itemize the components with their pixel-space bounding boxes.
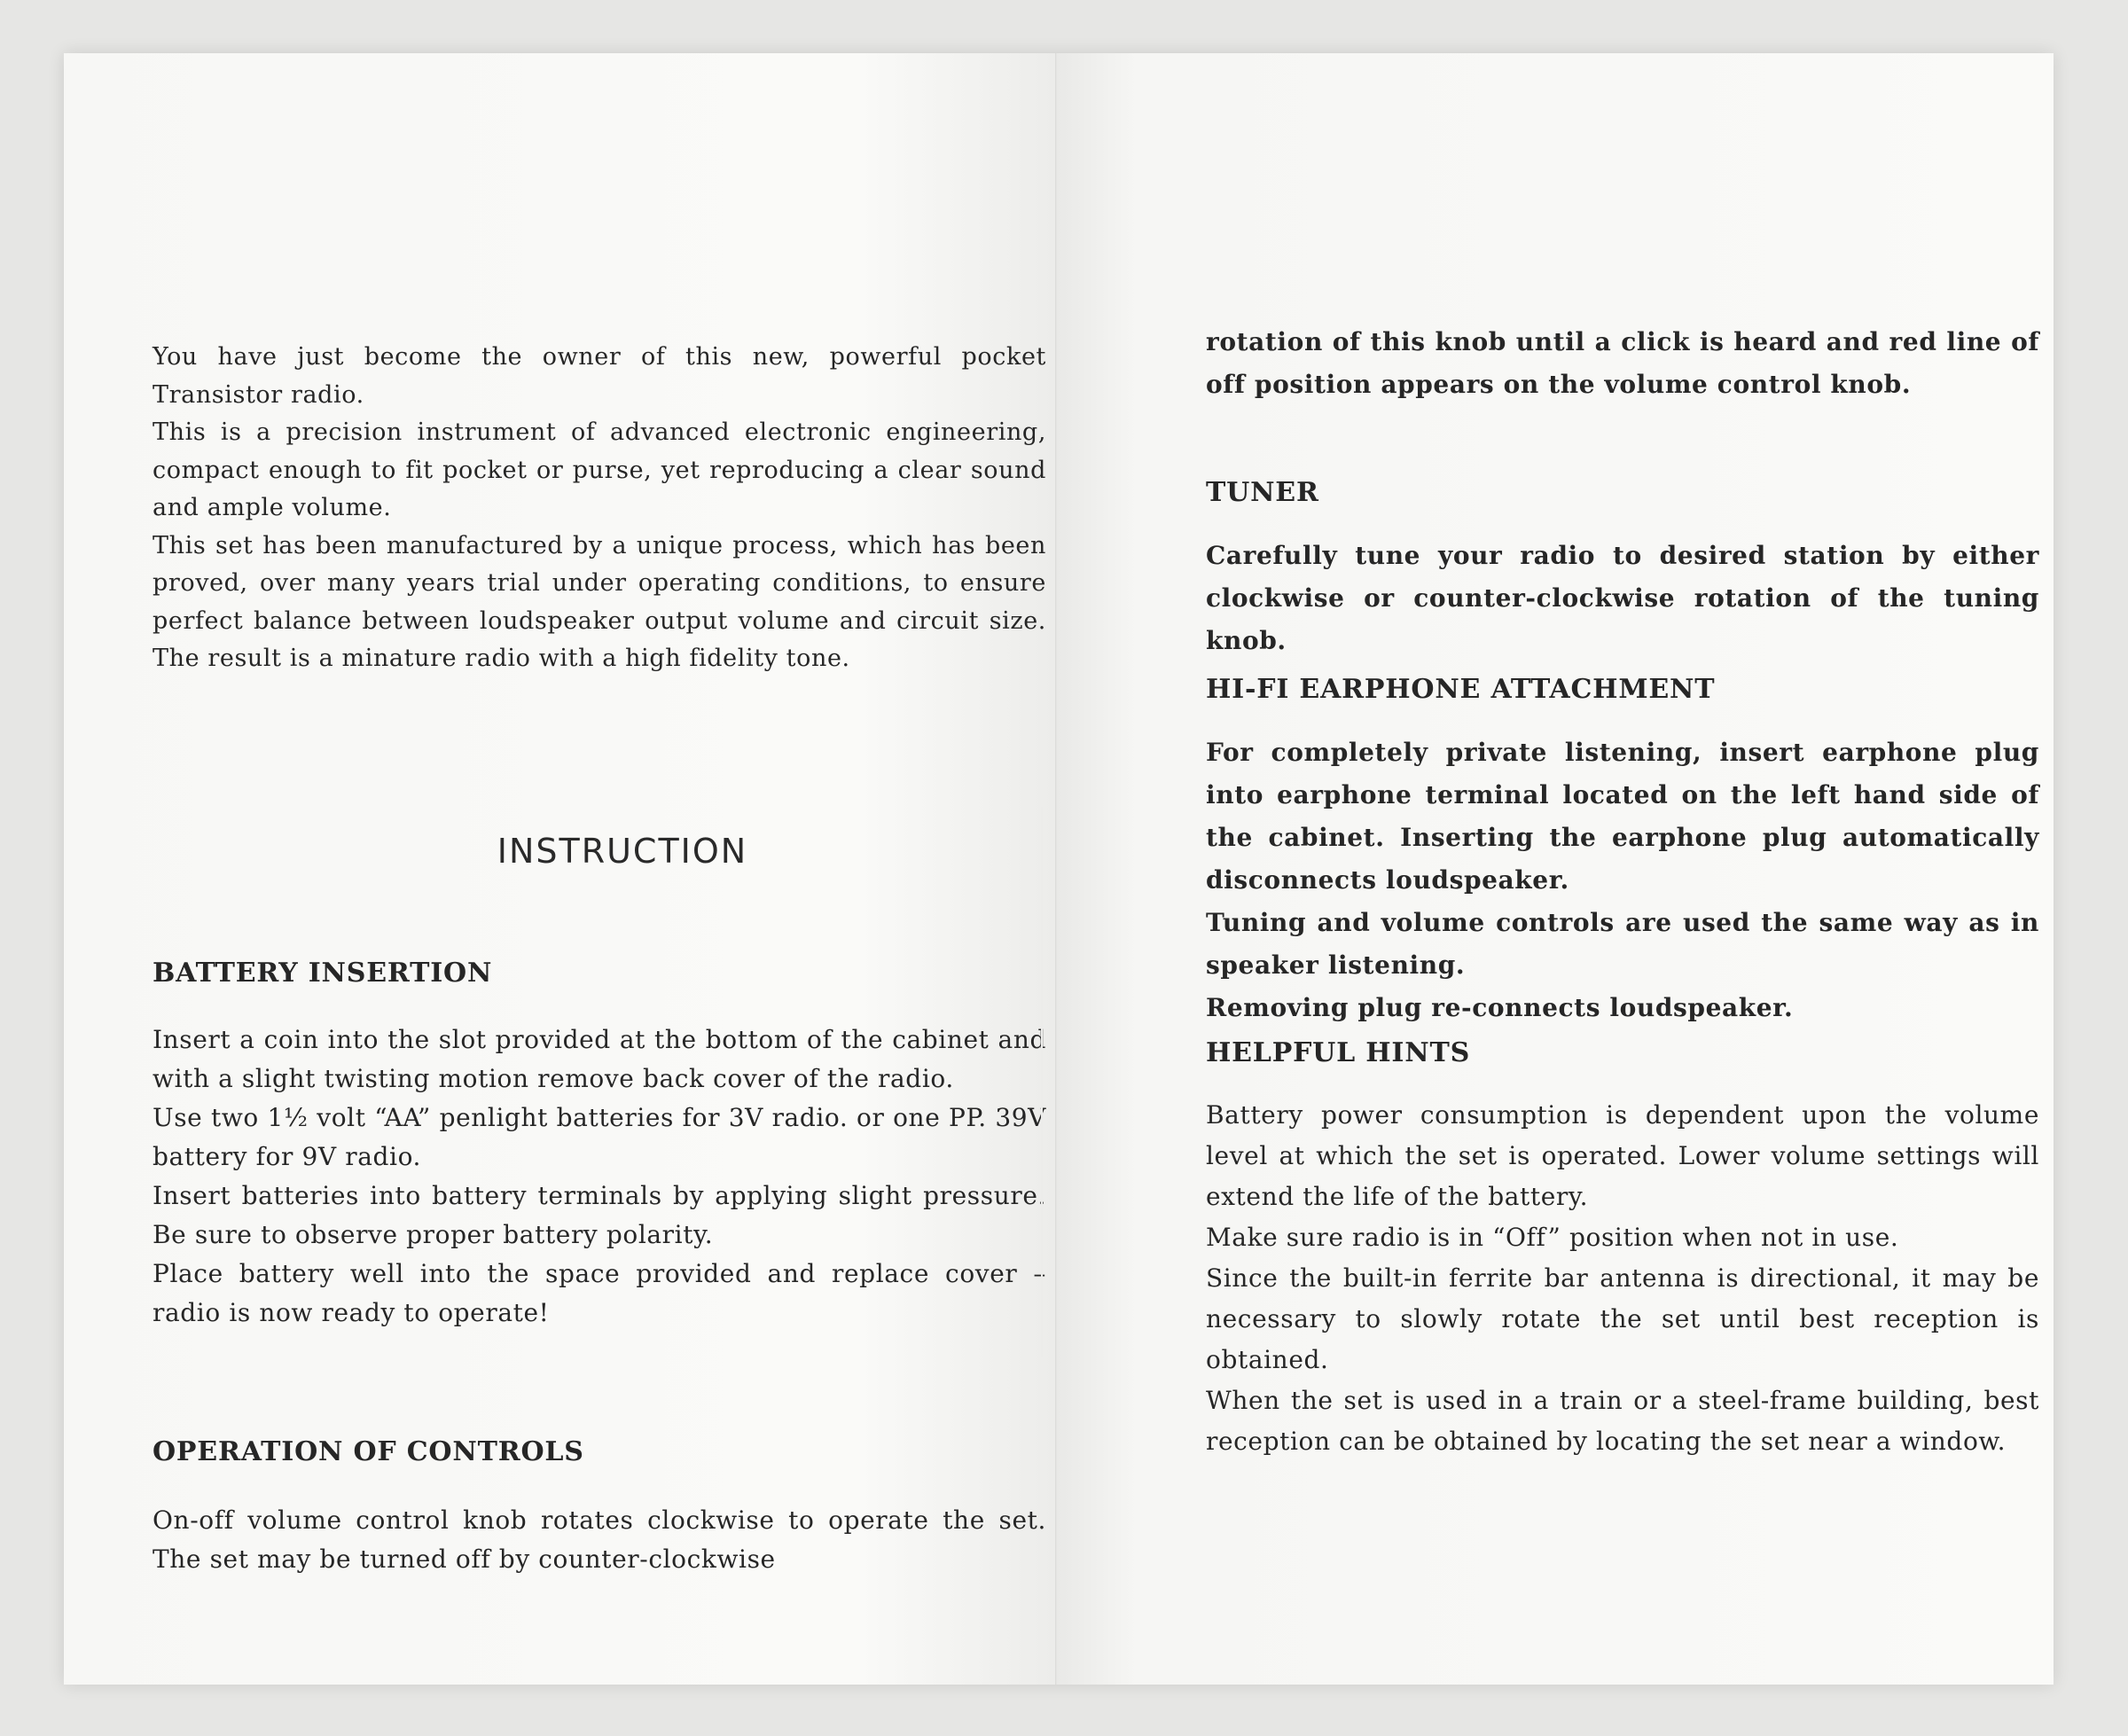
battery-paragraph: Insert a coin into the slot provided at the bottom of the cabinet and with a slight twisting motion remove back cover of the radio. xyxy=(153,1025,1046,1093)
battery-heading: BATTERY INSERTION xyxy=(153,958,493,989)
hints-paragraph: Since the built-in ferrite bar antenna is directional, it may be necessary to slowly rotate the set until best reception is obtained. xyxy=(1206,1263,2039,1374)
earphone-heading: HI-FI EARPHONE ATTACHMENT xyxy=(1206,674,1716,705)
tuner-paragraph: Carefully tune your radio to desired station by either clockwise or counter-clockwise rotation of the tuning knob. xyxy=(1206,541,2039,655)
earphone-paragraph: Removing plug re-connects loudspeaker. xyxy=(1206,993,1794,1022)
battery-section xyxy=(153,958,1046,1333)
hints-paragraph: Make sure radio is in “Off” position when not in use. xyxy=(1206,1223,1899,1252)
tuner-section xyxy=(1206,477,2039,662)
intro-paragraph: This is a precision instrument of advanced electronic engineering, compact enough to fit pocket or purse, yet reproducing a clear sound and ample volume. xyxy=(153,418,1046,521)
tuner-heading: TUNER xyxy=(1206,477,1319,508)
hints-heading: HELPFUL HINTS xyxy=(1206,1037,1471,1068)
earphone-section xyxy=(1206,674,2039,1029)
left-page xyxy=(64,53,1057,1685)
operation-continued-paragraph: rotation of this knob until a click is heard and red line of off position appears on the volume control knob. xyxy=(1206,327,2039,399)
earphone-paragraph: For completely private listening, insert earphone plug into earphone terminal located on the left hand side of the cabinet. Inserting the earphone plug automatically disconnects loudspeaker. xyxy=(1206,738,2039,895)
hints-section xyxy=(1206,1037,2039,1462)
hints-paragraph: When the set is used in a train or a steel-frame building, best reception can be obtained by locating the set near a window. xyxy=(1206,1386,2039,1456)
operation-heading: OPERATION OF CONTROLS xyxy=(153,1436,584,1467)
operation-section xyxy=(153,1436,1046,1579)
instruction-title: INSTRUCTION xyxy=(497,832,748,871)
battery-paragraph: Use two 1½ volt “AA” penlight batteries for 3V radio. or one PP. 39V battery for 9V radio. xyxy=(153,1103,1046,1171)
hints-paragraph: Battery power consumption is dependent upon the volume level at which the set is operated. Lower volume settings will extend the life of the battery. xyxy=(1206,1100,2039,1211)
battery-paragraph: Place battery well into the space provided and replace cover – radio is now ready to operate! xyxy=(153,1259,1046,1327)
battery-paragraph: Insert batteries into battery terminals by applying slight pressure. Be sure to observe proper battery polarity. xyxy=(153,1181,1046,1249)
instruction-booklet xyxy=(64,53,2054,1685)
intro-section xyxy=(153,339,1046,678)
operation-continued-section xyxy=(1206,321,2039,406)
intro-paragraph: This set has been manufactured by a unique process, which has been proved, over many years trial under operating conditions, to ensure perfect balance between loudspeaker output volume and circuit size. The result is a minature radio with a high fidelity tone. xyxy=(153,531,1046,672)
intro-paragraph: You have just become the owner of this new, powerful pocket Transistor radio. xyxy=(153,343,1046,409)
right-page xyxy=(1057,53,2054,1685)
earphone-paragraph: Tuning and volume controls are used the same way as in speaker listening. xyxy=(1206,908,2039,980)
operation-paragraph: On-off volume control knob rotates clockwise to operate the set. The set may be turned off by counter-clockwise xyxy=(153,1505,1046,1574)
